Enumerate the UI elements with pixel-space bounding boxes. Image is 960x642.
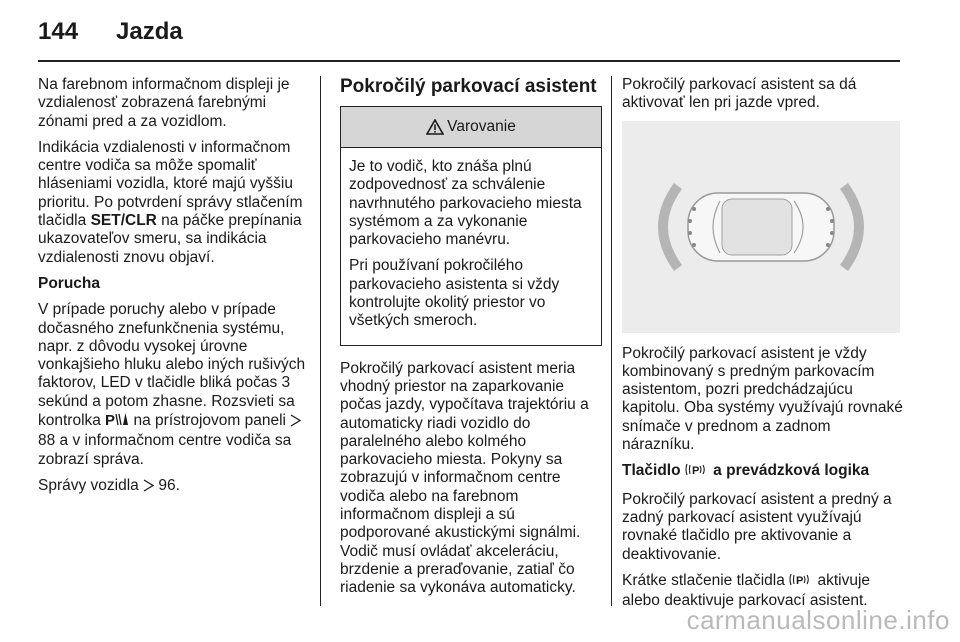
paragraph-distance-indication: Indikácia vzdialenosti v informačnom centre vodiča sa môže spomaliť hláseniami vozidla, ktoré majú vyššiu prioritu. Po potvrdení správy stlačením tlačidla SET/CLR na páčke prepínania ukazovateľov smeru, sa indikácia vzdialenosti znovu objaví. (38, 138, 303, 266)
column-middle (340, 76, 602, 606)
page-ref-96[interactable]: 96 (158, 476, 176, 494)
paragraph-activation: Pokročilý parkovací asistent sa dá aktivovať len pri jazde vpred. (622, 76, 857, 112)
page-ref-arrow-icon[interactable] (290, 414, 301, 432)
set-clr-key: SET/CLR (90, 212, 157, 230)
paragraph-short-press: Krátke stlačenie tlačidla P aktivuje alebo deaktivuje parkovací asistent. (622, 571, 871, 610)
warning-body (341, 148, 601, 345)
column-left (38, 76, 308, 505)
parking-button-icon (789, 572, 813, 592)
svg-text:P: P (105, 412, 116, 428)
parking-assist-icon (105, 411, 129, 432)
page-ref-88[interactable]: 88 (38, 432, 56, 450)
header-rule (38, 60, 900, 62)
paragraph-assistant-description: Pokročilý parkovací asistent meria vhodný priestor na zaparkovanie počas jazdy, vypočítava trajektóriu a automaticky riadi vozidlo do paralelného alebo kolmého parkovacieho miesta. Pokyny sa zobrazujú v informačnom centre vodiča alebo na farebnom informačnom displeji a sú podporované akustickými signálmi. Vodič musí ovládať akceleráciu, brzdenie a preraďovanie, zatiaľ čo riadenie sa vykonáva automaticky. (340, 359, 589, 597)
warning-label: Varovanie (447, 117, 516, 135)
section-title: Pokročilý parkovací asistent (340, 76, 597, 97)
paragraph-distance-display: Na farebnom informačnom displeji je vzdialenosť zobrazená farebnými zónami pred a za vozidlom. (38, 76, 290, 130)
parking-button-icon (685, 462, 709, 482)
button-heading: Tlačidlo P a prevádzková logika (622, 462, 904, 482)
warning-box (340, 106, 602, 346)
column-divider-2 (611, 76, 612, 606)
warning-paragraph: Pri používaní pokročilého parkovacieho asistenta si vždy kontrolujte okolitý priestor vo všetkých smeroch. (349, 257, 560, 330)
warning-header (341, 107, 601, 148)
paragraph-shared-button: Pokročilý parkovací asistent a predný a zadný parkovací asistent využívajú rovnaké tlačidlo pre aktivovanie a deaktivovanie. (622, 490, 892, 563)
watermark: carmanualsonline.info (686, 605, 950, 635)
paragraph-combined-systems: Pokročilý parkovací asistent je vždy kombinovaný s predným parkovacím asistentom, pozri predchádzajúcu kapitolu. Oba systémy využívajú rovnaké snímače v prednom a zadnom nárazníku. (622, 344, 903, 454)
car-sensor-diagram (622, 121, 900, 333)
svg-text:P: P (691, 465, 700, 478)
page-ref-arrow-icon[interactable] (143, 479, 154, 497)
page-number: 144 (38, 18, 79, 45)
warning-triangle-icon (426, 119, 444, 135)
column-divider-1 (320, 76, 321, 606)
chapter-title: Jazda (116, 18, 183, 45)
column-right (622, 76, 904, 618)
paragraph-fault: V prípade poruchy alebo v prípade dočasného znefunkčnenia systému, napr. z dôvodu vysokej úrovne vonkajšieho hluku alebo iných rušivých faktorov, LED v tlačidle bliká počas 3 sekúnd a potom zhasne. Rozsvieti sa kontrolka P na prístrojovom paneli 88 a v informačnom centre vodiča sa zobrazí správa. (38, 301, 306, 468)
fault-heading: Porucha (38, 274, 101, 292)
paragraph-vehicle-messages: Správy vozidla 96. (38, 477, 308, 497)
warning-paragraph: Je to vodič, kto znáša plnú zodpovednosť za schválenie navrhnutého parkovacieho miesta systémom a za vykonanie parkovacieho manévru. (349, 158, 582, 249)
svg-text:P: P (796, 574, 804, 587)
